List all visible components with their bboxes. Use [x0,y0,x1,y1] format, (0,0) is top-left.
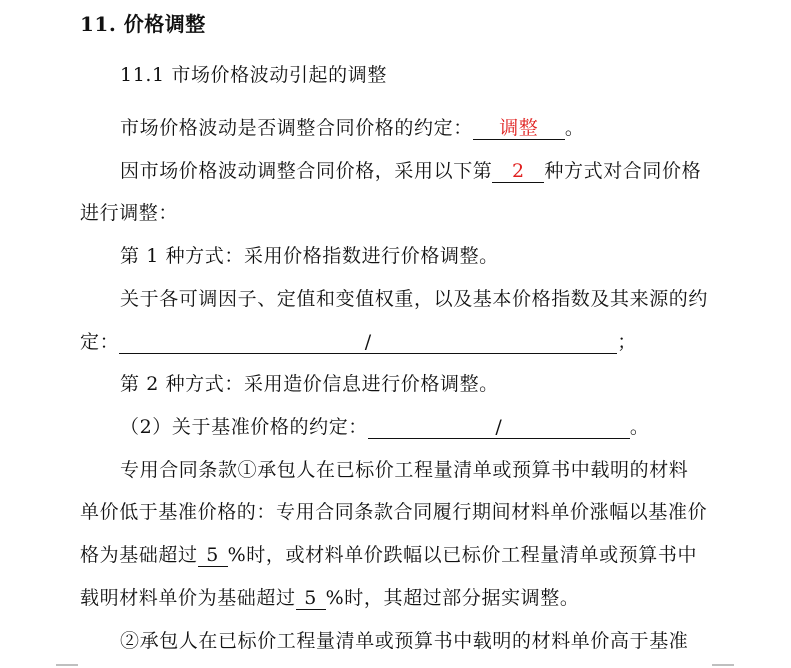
paragraph-special-clause-line4: 载明材料单价为基础超过 5 %时，其超过部分据实调整。 [80,587,580,609]
adjustment-value-blank: 调整 [473,117,565,140]
increase-threshold-blank: 5 [198,544,228,567]
paragraph-special-clause-line2: 单价低于基准价格的：专用合同条款合同履行期间材料单价涨幅以基准价 [80,501,708,523]
paragraph-higher-price: ②承包人在已标价工程量清单或预算书中载明的材料单价高于基准 [120,630,689,652]
paragraph-base-price: （2）关于基准价格的约定： / 。 [120,416,650,438]
paragraph-special-clause-line3: 格为基础超过 5 %时，或材料单价跌幅以已标价工程量清单或预算书中 [80,544,698,566]
section-heading: 11. 价格调整 [80,12,206,36]
subsection-heading: 11.1 市场价格波动引起的调整 [120,64,387,86]
paragraph-index-factors: 关于各可调因子、定值和变值权重，以及基本价格指数及其来源的约 [120,288,709,310]
method-2-title: 第 2 种方式：采用造价信息进行价格调整。 [120,373,499,395]
paragraph-adjustment-agreement: 市场价格波动是否调整合同价格的约定： 调整 。 [120,117,585,139]
index-factors-blank: / [119,331,617,354]
decrease-threshold-blank: 5 [296,587,326,610]
paragraph-special-clause-line1: 专用合同条款①承包人在已标价工程量清单或预算书中载明的材料 [120,459,689,481]
page-corner-mark-right [712,664,734,666]
page-corner-mark-left [56,664,78,666]
base-price-blank: / [368,416,630,439]
paragraph-method-choice: 因市场价格波动调整合同价格，采用以下第 2 种方式对合同价格 [120,160,702,182]
paragraph-method-choice-continuation: 进行调整： [80,202,179,224]
method-1-title: 第 1 种方式：采用价格指数进行价格调整。 [120,245,499,267]
paragraph-index-factors-blank-line: 定： / ； [80,331,637,353]
method-number-blank: 2 [492,160,544,183]
